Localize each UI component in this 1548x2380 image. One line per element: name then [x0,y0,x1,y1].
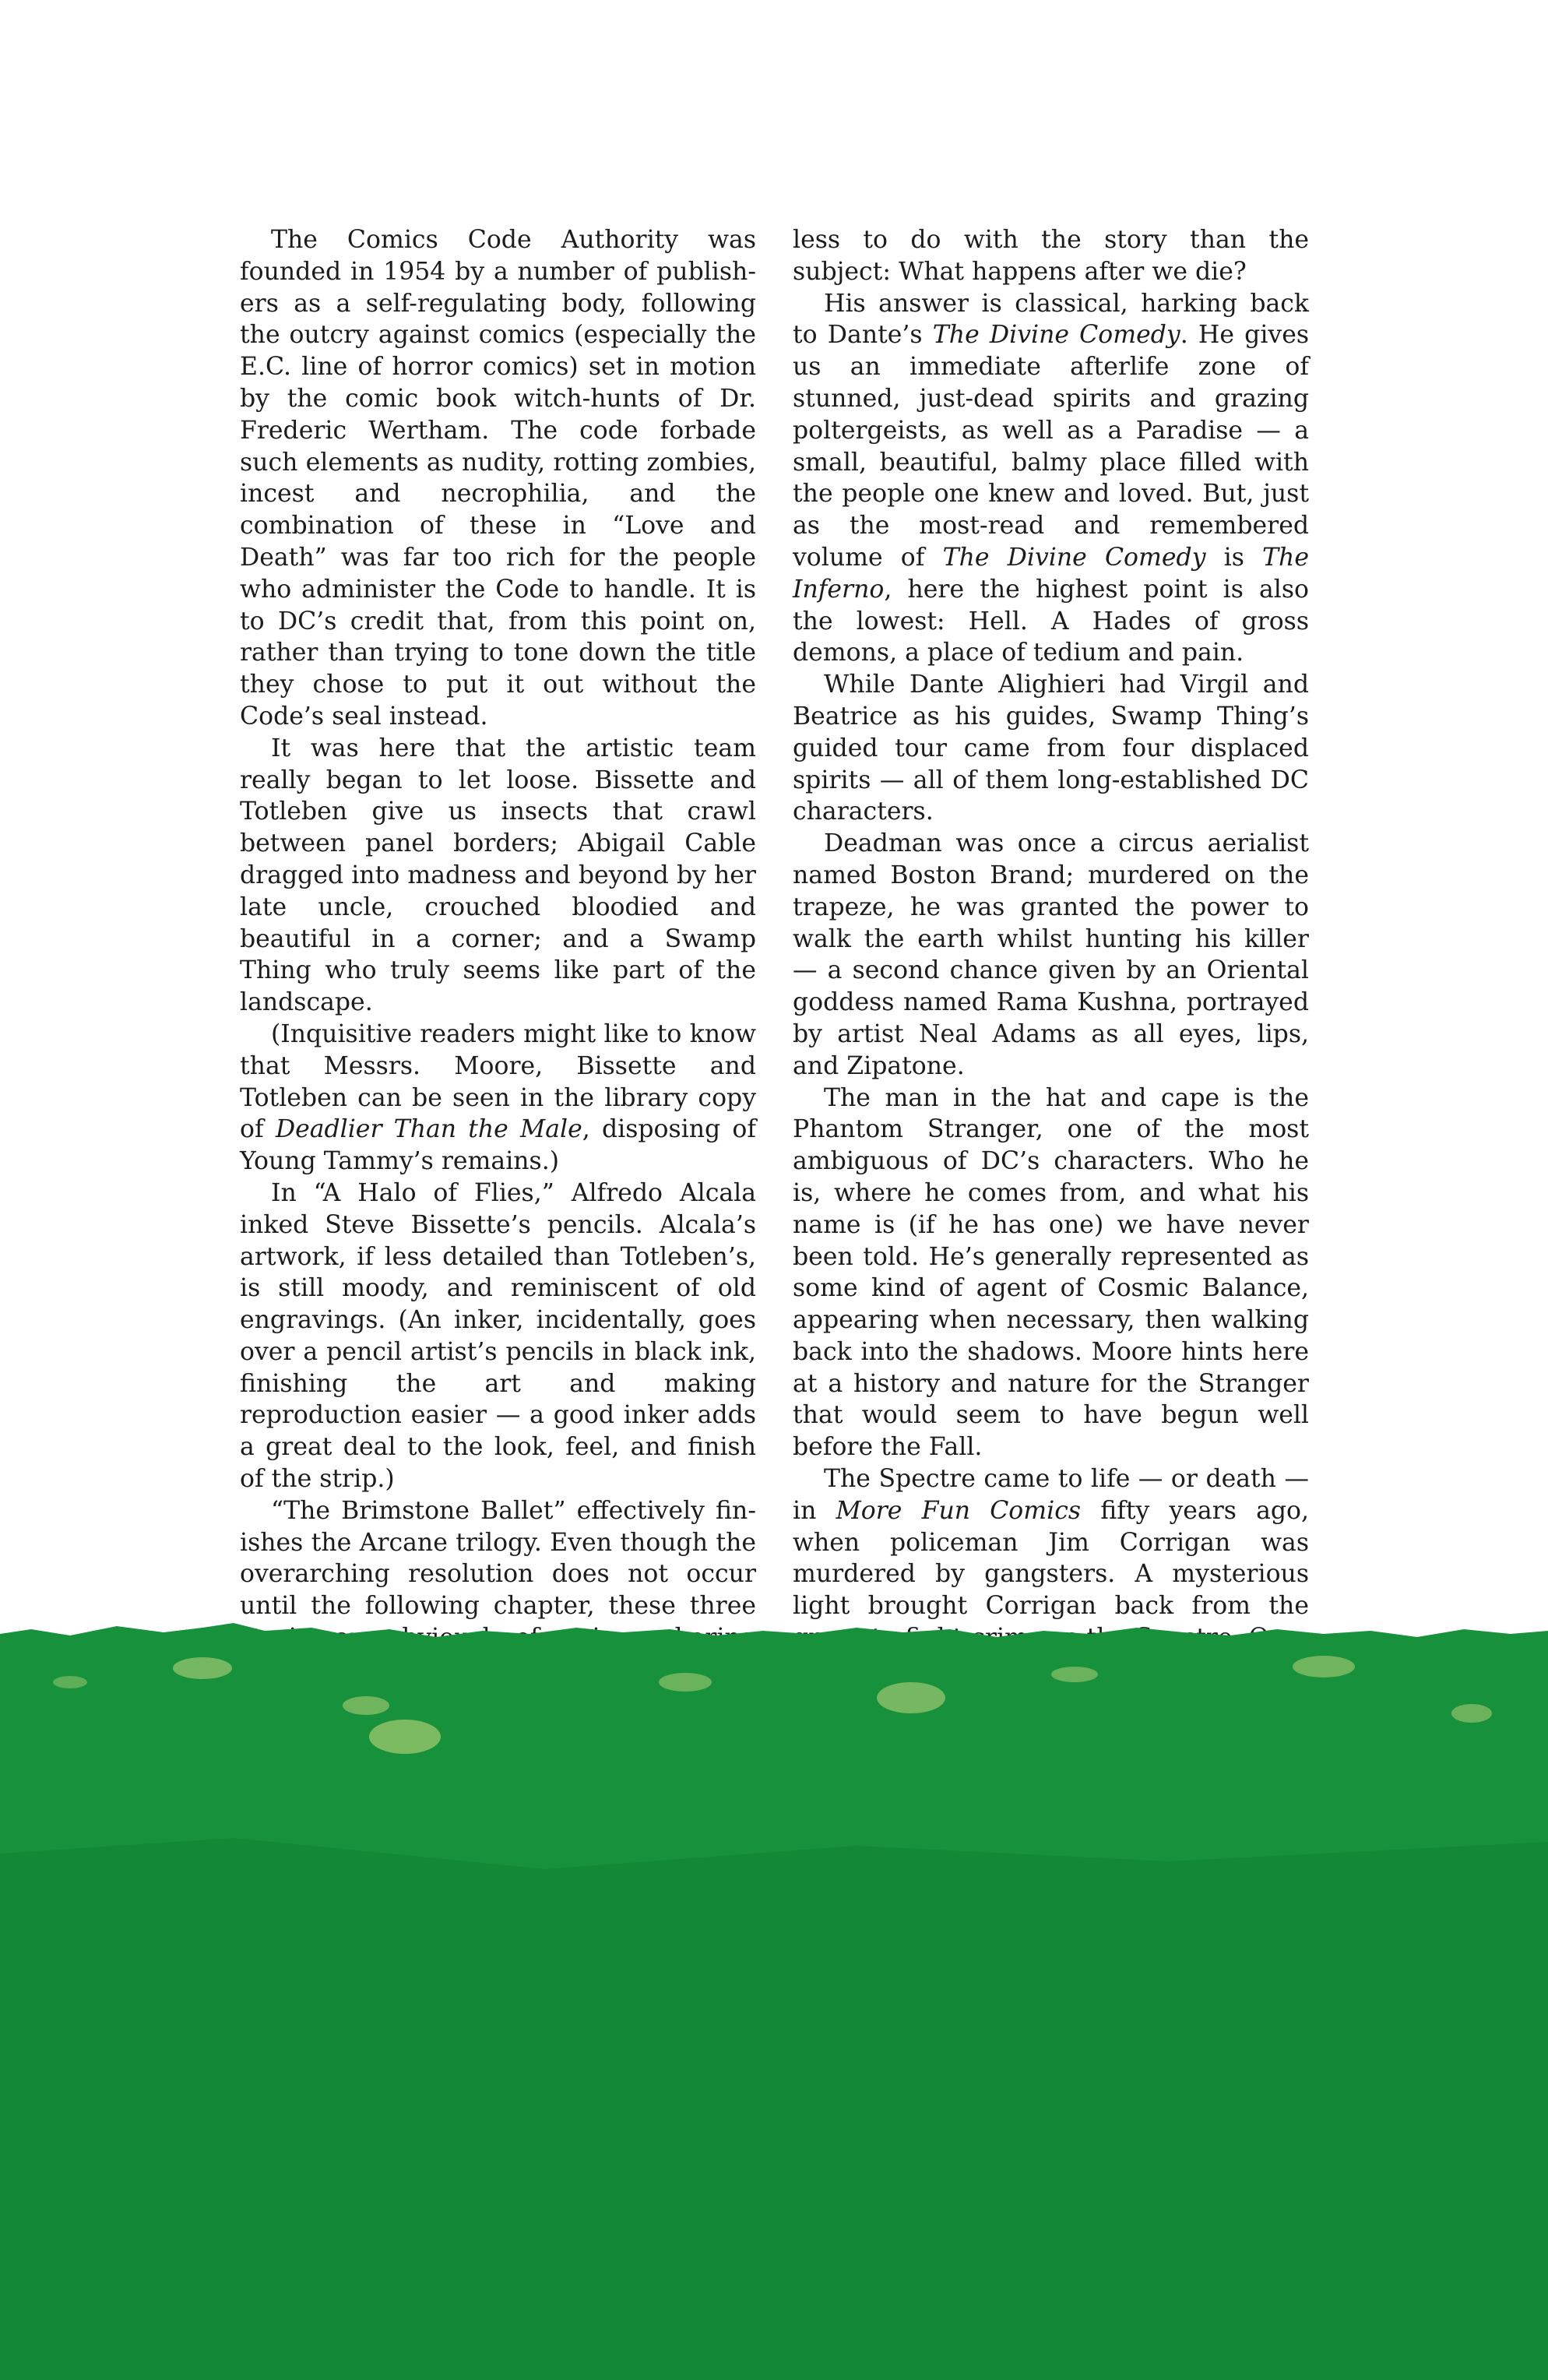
grass-highlight [659,1673,712,1692]
paragraph: The man in the hat and cape is the Phantom Stranger, one of the most ambiguous of DC’s characters. Who he is, where he comes from, and what his name is (if he has one) we have never been told. He’s generally represented as some kind of agent of Cosmic Balance, appearing when necessary, then walking back into the shadows. Moore hints here at a history and nature for the Stranger that would seem to have begun well before the Fall. [793,1083,1309,1462]
grass-highlight [173,1657,232,1679]
grass-highlight [1293,1656,1355,1678]
grass-highlight [343,1696,389,1715]
paragraph: His answer is classical, harking back to Dante’s The Divine Comedy. He gives us an immediate afterlife zone of stunned, just-dead spirits and grazing poltergeists, as well as a Paradise — a small, beautiful, balmy place filled with the people one knew and loved. But, just as the most-read and remembered volume of The Divine Comedy is The Inferno, here the highest point is also the lowest: Hell. A Hades of gross demons, a place of tedium and pain. [793,289,1309,667]
grass-highlight [877,1682,945,1713]
paragraph: It was here that the artistic team really began to let loose. Bissette and Totleben give us insects that crawl between panel borders; Abigail Cable dragged into madness and beyond by her late uncle, crouched bloodied and beautiful in a corner; and a Swamp Thing who truly seems like part of the landscape. [240,734,756,1017]
grass-highlight [1051,1667,1098,1682]
paragraph-continued: less to do with the story than the subject: What happens after we die? [793,226,1309,286]
book-title: The Divine Comedy [932,321,1180,350]
grass-highlight [1451,1704,1492,1723]
book-title: The Divine Comedy [942,543,1206,572]
paragraph: (Inquisitive readers might like to know that Messrs. Moore, Bissette and Totleben can be seen in the library copy of Deadlier Than the Male, disposing of Young Tammy’s remains.) [240,1019,756,1176]
book-title: The Inferno [793,543,1309,604]
paragraph: Deadman was once a circus aerialist named Boston Brand; murdered on the trapeze, he was granted the power to walk the earth whilst hunting his killer — a second chance given by an Oriental goddess named Rama Kushna, portrayed by artist Neal Adams as all eyes, lips, and Zipatone. [793,829,1309,1080]
grass-highlight [369,1720,441,1754]
grass-highlight [53,1676,87,1688]
book-title: Deadlier Than the Male [275,1115,582,1144]
paragraph: “The Brimstone Ballet” effectively finishes the Arcane trilogy. Even though the overarching resolution does not occur until the following chapter, these three [240,1496,756,1621]
paragraph: The Comics Code Authority was founded in 1954 by a number of publishers as a self-regulating body, following the outcry against comics (especially the E.C. line of horror comics) set in motion by the comic book witch-hunts of Dr. Frederic Wertham. The code forbade such elements as nudity, rotting zombies, incest and necrophilia, and the combination of these in “Love and Death” was far too rich for the people who administer the Code to handle. It is to DC’s credit that, from this point on, rather than trying to tone down the title they chose to put it out without the Code’s seal instead. [240,226,756,731]
paragraph: The Spectre came to life — or death — in More Fun Comics fifty years ago, when policeman Jim Corrigan was murdered by gangsters. A mysterious light brought Corrigan back from the [793,1465,1310,1621]
grass-shadow [0,1838,1548,2380]
paragraph: While Dante Alighieri had Virgil and Beatrice as his guides, Swamp Thing’s guided tour came from four displaced spirits — all of them long-established DC characters. [793,671,1309,826]
book-title: More Fun Comics [836,1496,1082,1525]
green-grass-border [0,1620,1548,2380]
paragraph: In “A Halo of Flies,” Alfredo Alcala inked Steve Bissette’s pencils. Alcala’s artwork, if less detailed than Totleben’s, is still moody, and reminiscent of old engravings. (An inker, incidentally, goes over a pencil artist’s pencils in black ink, finishing the art and making reproduction easier — a good inker adds a great deal to the look, feel, and finish of the strip.) [240,1178,756,1494]
